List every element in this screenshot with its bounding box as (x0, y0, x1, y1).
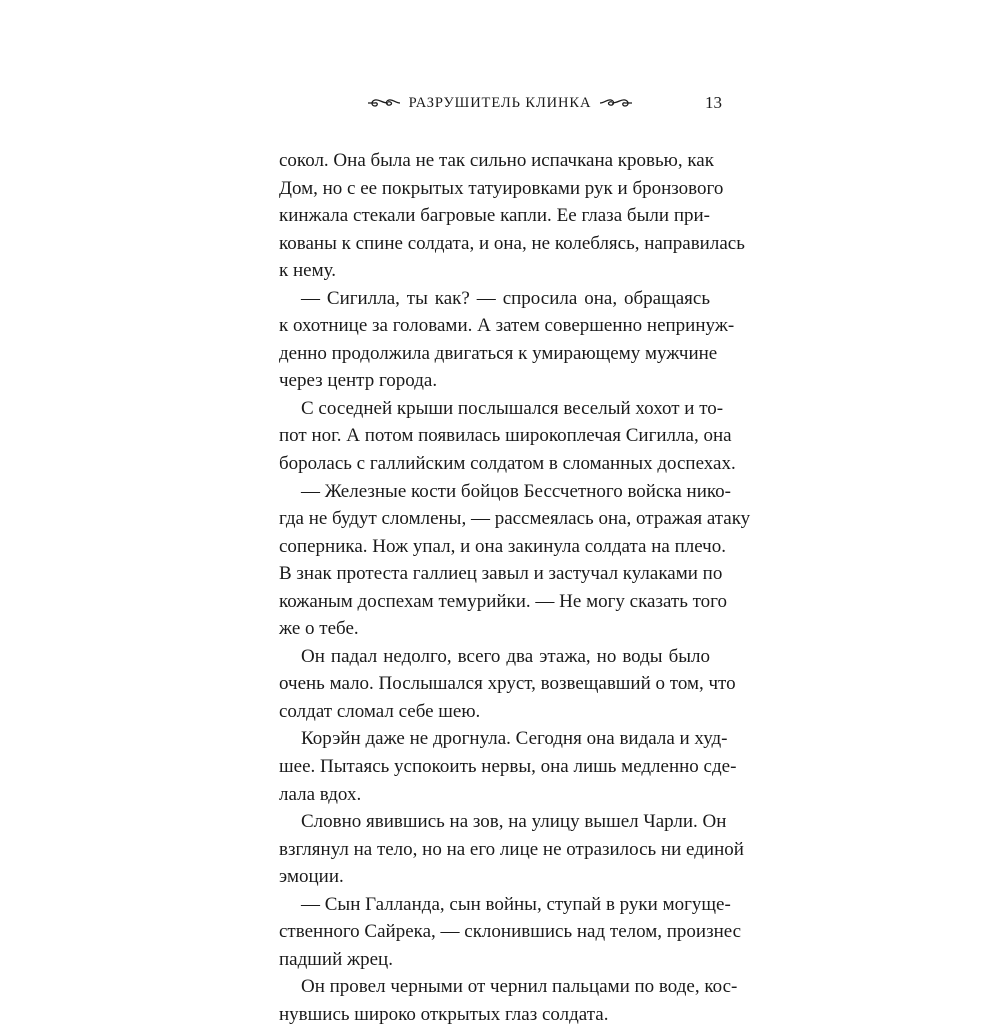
text-line: лала вдох. (279, 783, 362, 805)
text-line: кожаным доспехам темурийки. — Не могу сказать того (279, 590, 728, 612)
text-line: через центр города. (279, 370, 438, 392)
right-flourish-icon (599, 96, 633, 110)
body-text (279, 147, 751, 1029)
text-line: сокол. Она была не так сильно испачкана кровью, как (279, 150, 714, 171)
text-line: солдат сломал себе шею. (279, 700, 481, 722)
text-line: эмоции. (279, 866, 344, 888)
left-flourish-icon (367, 96, 401, 110)
running-head-title: РАЗРУШИТЕЛЬ КЛИНКА (408, 94, 592, 111)
text-line: Корэйн даже не дрогнула. Сегодня она видала и худ- (301, 728, 728, 750)
page-number: 13 (705, 93, 722, 112)
text-line: соперника. Нож упал, и она закинула солдата на плечо. (279, 535, 726, 557)
text-line: Дом, но с ее покрытых татуировками рук и бронзового (279, 177, 724, 199)
text-line: С соседней крыши послышался веселый хохот и то- (301, 397, 724, 419)
text-line: Он провел черными от чернил пальцами по воде, кос- (301, 976, 738, 998)
text-line: кинжала стекали багровые капли. Ее глаза были при- (279, 205, 710, 227)
text-line: боролась с галлийским солдатом в сломанных доспехах. (279, 453, 736, 475)
text-line: Он падал недолго, всего два этажа, но воды было (301, 645, 710, 667)
text-line: шее. Пытаясь успокоить нервы, она лишь медленно сде- (279, 756, 737, 778)
running-head (360, 88, 640, 118)
text-line: ственного Сайрека, — склонившись над телом, произнес (279, 921, 742, 943)
text-line: — Сигилла, ты как? — спросила она, обращаясь (301, 287, 710, 309)
text-line: — Железные кости бойцов Бессчетного войска нико- (301, 480, 731, 502)
text-line: денно продолжила двигаться к умирающему мужчине (279, 342, 718, 364)
text-line: нувшись широко открытых глаз солдата. (279, 1003, 609, 1025)
text-line: кованы к спине солдата, и она, не колеблясь, направилась (279, 232, 745, 254)
text-line: к охотнице за головами. А затем совершенно непринуж- (279, 315, 735, 337)
text-line: к нему. (279, 260, 336, 282)
text-line: пот ног. А потом появилась широкоплечая Сигилла, она (279, 425, 732, 447)
text-line: падший жрец. (279, 948, 393, 970)
text-line: В знак протеста галлиец завыл и застучал кулаками по (279, 563, 723, 585)
text-line: — Сын Галланда, сын войны, ступай в руки могуще- (301, 893, 731, 915)
text-line: же о тебе. (279, 618, 359, 640)
text-line: Словно явившись на зов, на улицу вышел Чарли. Он (301, 811, 727, 833)
text-line: очень мало. Послышался хруст, возвещавший о том, что (279, 673, 736, 695)
text-line: гда не будут сломлены, — рассмеялась она, отражая атаку (279, 508, 751, 530)
text-line: взглянул на тело, но на его лице не отразилось ни единой (279, 838, 744, 860)
